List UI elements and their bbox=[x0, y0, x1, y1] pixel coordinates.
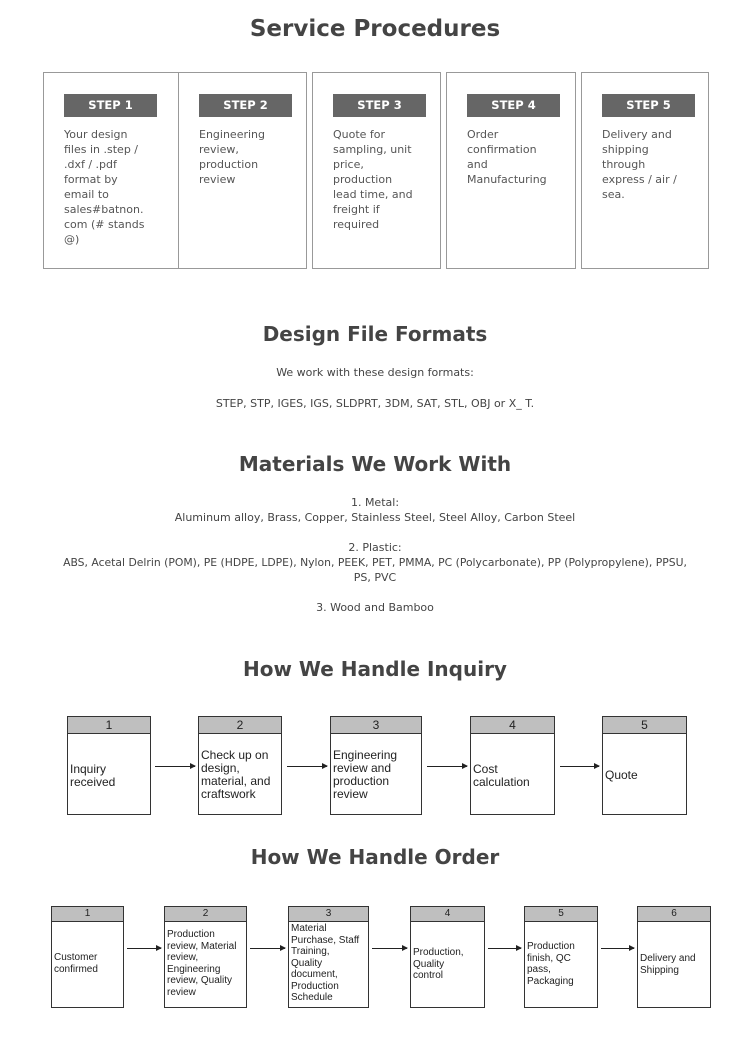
materials-title: Materials We Work With bbox=[238, 452, 512, 476]
inquiry-step-3 bbox=[330, 716, 422, 815]
step-text: Production review, Material review, Engineering review, Quality review bbox=[167, 929, 237, 998]
step-badge: STEP 1 bbox=[64, 94, 157, 117]
order-step-4 bbox=[410, 906, 485, 1008]
design-formats-title: Design File Formats bbox=[262, 322, 488, 346]
step-text: Production finish, QC pass, Packaging bbox=[527, 941, 575, 987]
step-text: Quote bbox=[605, 768, 638, 782]
step-number: 5 bbox=[525, 907, 597, 922]
arrow-icon bbox=[488, 948, 521, 949]
arrow-icon bbox=[127, 948, 161, 949]
order-step-2 bbox=[164, 906, 247, 1008]
arrow-icon bbox=[287, 766, 327, 767]
order-step-1 bbox=[51, 906, 124, 1008]
step-number: 5 bbox=[603, 717, 686, 734]
step-card-3 bbox=[312, 72, 441, 269]
step-card-4 bbox=[446, 72, 576, 269]
order-step-6 bbox=[637, 906, 711, 1008]
arrow-icon bbox=[560, 766, 599, 767]
step-number: 2 bbox=[199, 717, 281, 734]
step-text: Delivery and Shipping bbox=[640, 953, 696, 976]
order-title: How We Handle Order bbox=[250, 845, 500, 869]
step-description: Order confirmation and Manufacturing bbox=[467, 128, 547, 186]
step-number: 3 bbox=[289, 907, 368, 922]
inquiry-step-1 bbox=[67, 716, 151, 815]
plastic-list: ABS, Acetal Delrin (POM), PE (HDPE, LDPE), Nylon, PEEK, PET, PMMA, PC (Polycarbonate), PP (Polypropylene), PPSU, bbox=[63, 556, 687, 569]
step-text: Customer confirmed bbox=[54, 952, 98, 975]
step-card-2 bbox=[178, 72, 307, 269]
step-number: 3 bbox=[331, 717, 421, 734]
step-text: Production, Quality control bbox=[413, 947, 464, 981]
plastic-list-continued: PS, PVC bbox=[353, 571, 397, 584]
step-number: 1 bbox=[52, 907, 123, 922]
wood-heading: 3. Wood and Bamboo bbox=[316, 601, 434, 614]
arrow-icon bbox=[427, 766, 467, 767]
formats-intro: We work with these design formats: bbox=[276, 366, 474, 379]
inquiry-step-5 bbox=[602, 716, 687, 815]
step-text: Material Purchase, Staff Training, Quality document, Production Schedule bbox=[291, 923, 360, 1003]
arrow-icon bbox=[372, 948, 407, 949]
metal-heading: 1. Metal: bbox=[350, 496, 400, 509]
step-description: Delivery and shipping through express / air / sea. bbox=[602, 128, 677, 201]
inquiry-step-4 bbox=[470, 716, 555, 815]
inquiry-step-2 bbox=[198, 716, 282, 815]
step-description: Quote for sampling, unit price, production lead time, and freight if required bbox=[333, 128, 413, 231]
step-text: Engineering review and production review bbox=[333, 748, 398, 801]
step-number: 6 bbox=[638, 907, 710, 922]
step-badge: STEP 2 bbox=[199, 94, 292, 117]
order-step-3 bbox=[288, 906, 369, 1008]
arrow-icon bbox=[250, 948, 285, 949]
step-description: Engineering review, production review bbox=[199, 128, 265, 186]
step-text: Inquiry received bbox=[70, 762, 116, 789]
arrow-icon bbox=[155, 766, 195, 767]
step-badge: STEP 3 bbox=[333, 94, 426, 117]
arrow-icon bbox=[601, 948, 634, 949]
service-procedures-title: Service Procedures bbox=[249, 16, 501, 42]
step-description: Your design files in .step / .dxf / .pdf format by email to sales#batnon. com (# stands @) bbox=[64, 128, 145, 246]
metal-list: Aluminum alloy, Brass, Copper, Stainless Steel, Steel Alloy, Carbon Steel bbox=[174, 511, 576, 524]
step-badge: STEP 4 bbox=[467, 94, 560, 117]
formats-list: STEP, STP, IGES, IGS, SLDPRT, 3DM, SAT, STL, OBJ or X_ T. bbox=[215, 397, 535, 410]
step-number: 4 bbox=[411, 907, 484, 922]
order-step-5 bbox=[524, 906, 598, 1008]
step-number: 4 bbox=[471, 717, 554, 734]
step-text: Cost calculation bbox=[473, 762, 530, 789]
step-number: 1 bbox=[68, 717, 150, 734]
inquiry-title: How We Handle Inquiry bbox=[243, 657, 507, 681]
step-card-5 bbox=[581, 72, 709, 269]
plastic-heading: 2. Plastic: bbox=[348, 541, 402, 554]
step-badge: STEP 5 bbox=[602, 94, 695, 117]
step-number: 2 bbox=[165, 907, 246, 922]
step-text: Check up on design, material, and craftswork bbox=[201, 748, 271, 801]
step-card-1 bbox=[43, 72, 179, 269]
